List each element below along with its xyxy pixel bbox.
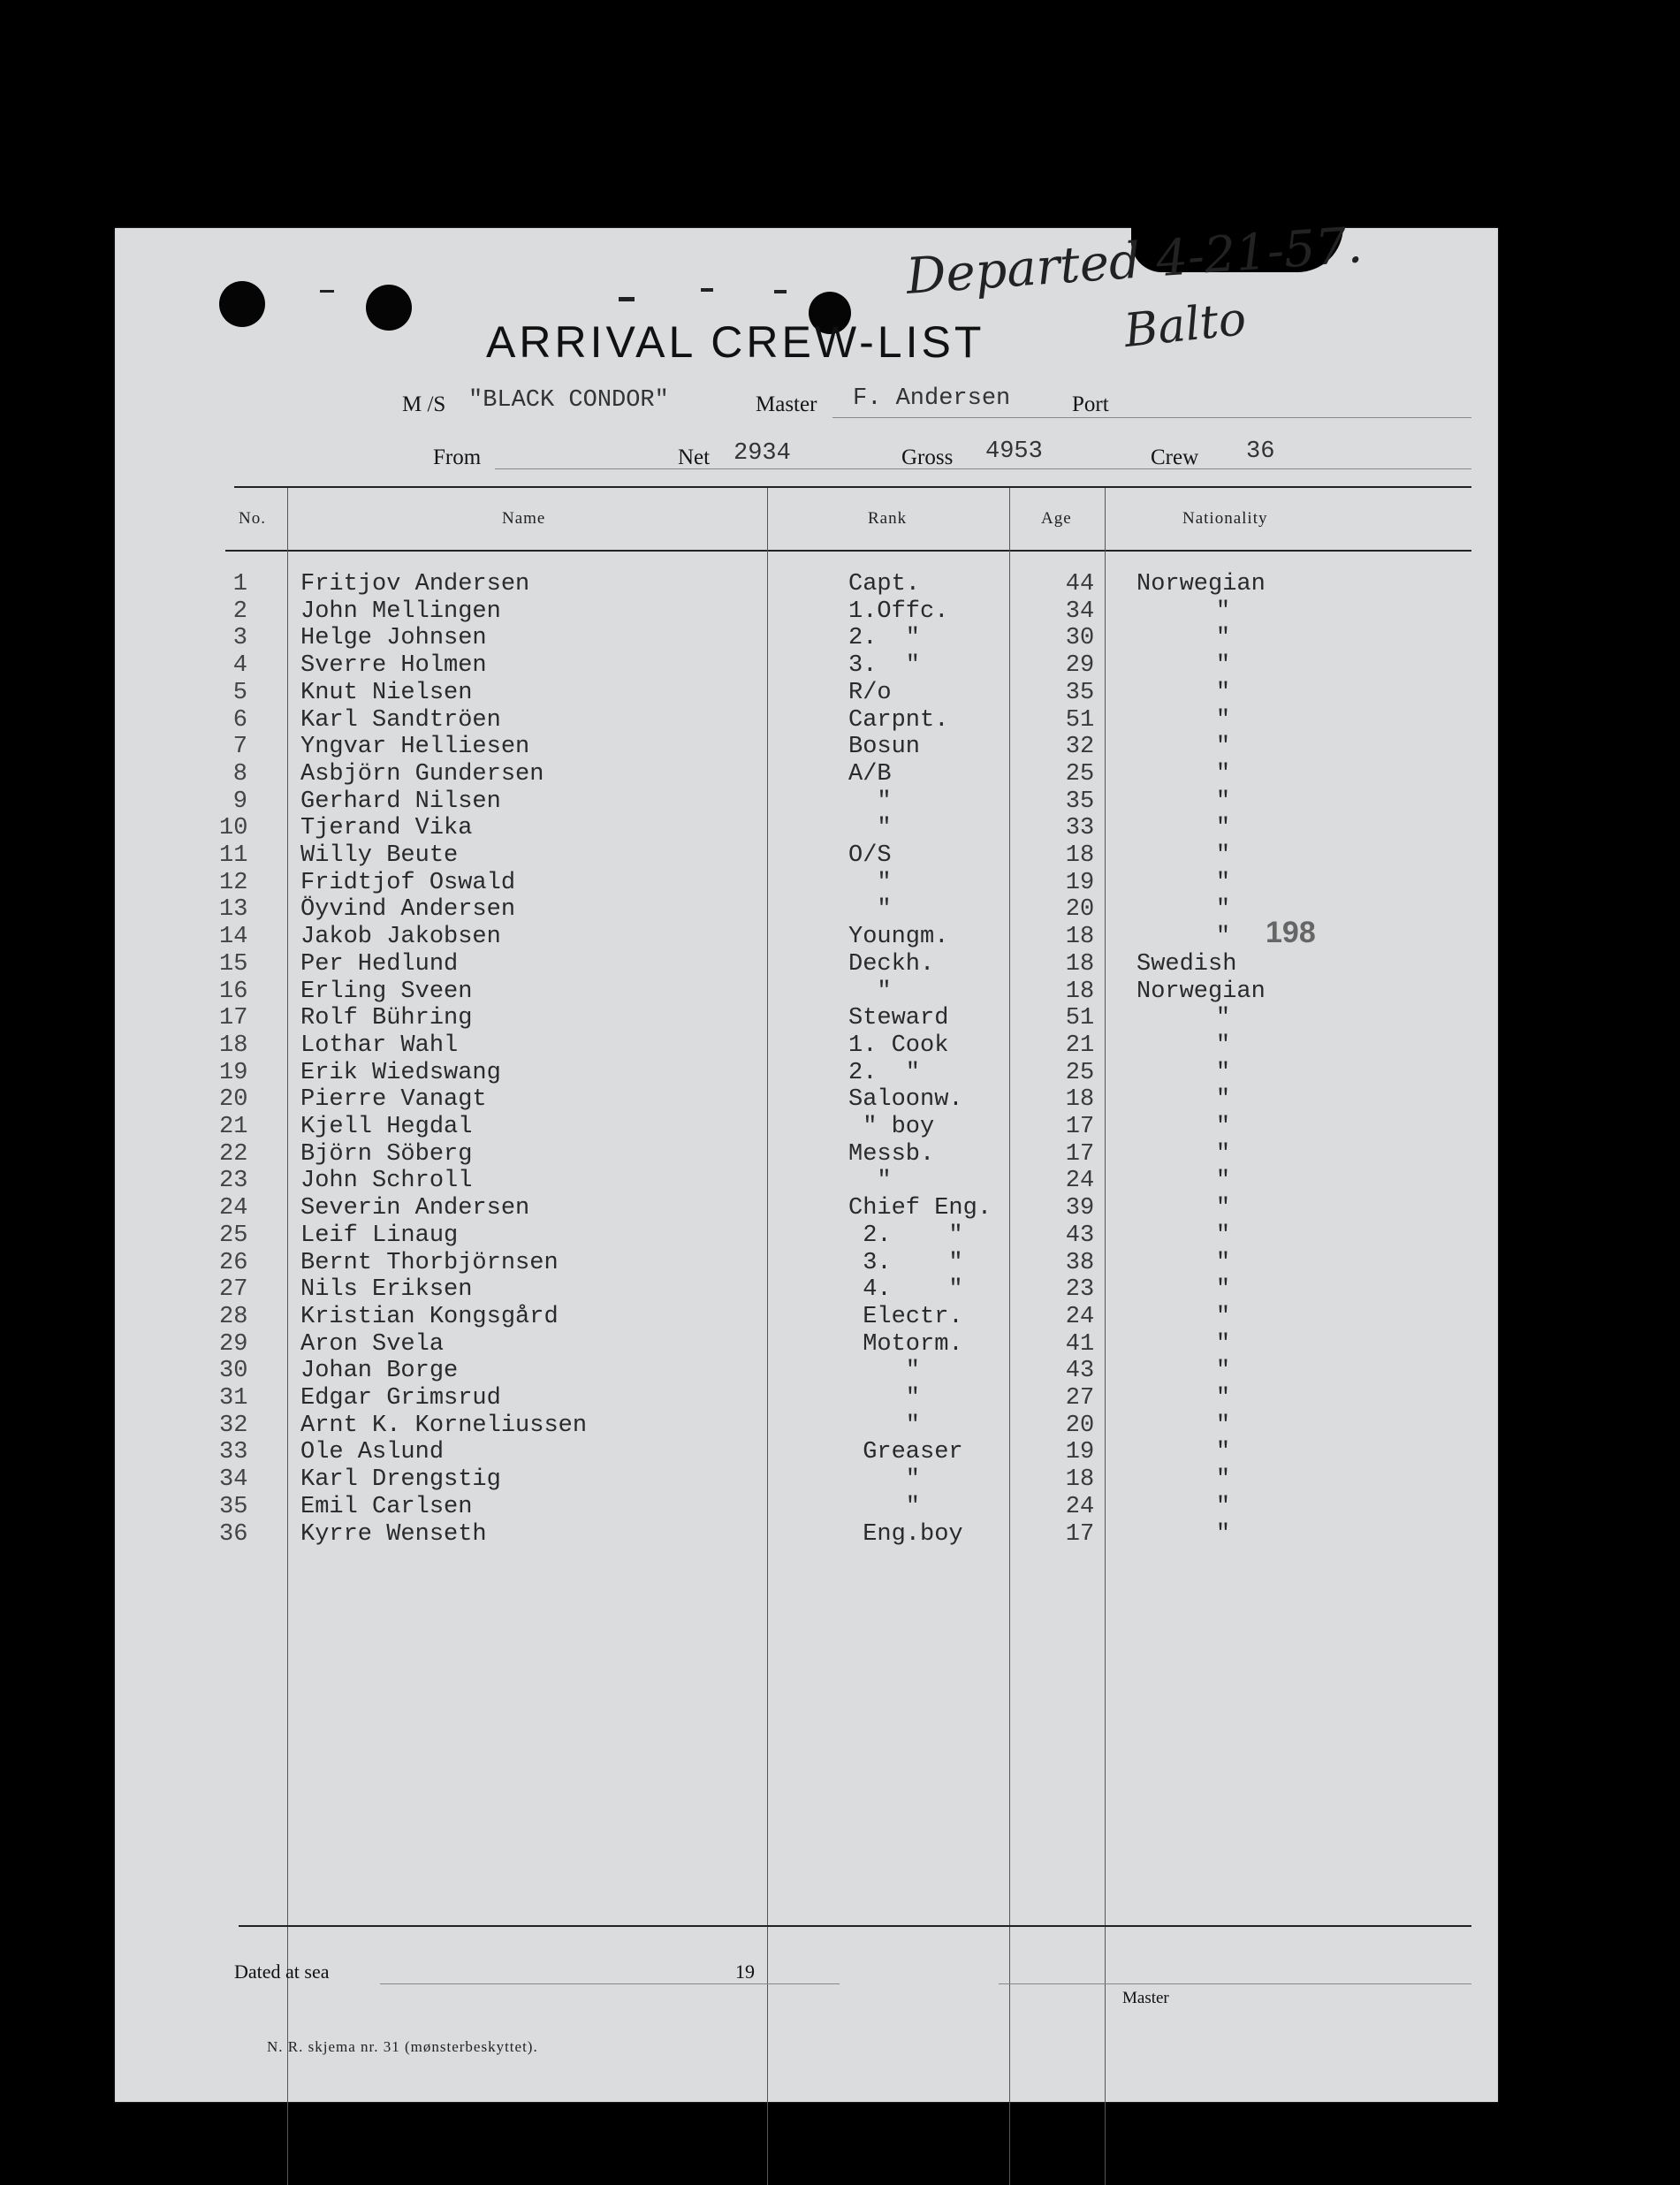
crew-age: 18 bbox=[1065, 1086, 1095, 1114]
crew-rank: 2. " bbox=[848, 1059, 921, 1086]
crew-rank: 2. " bbox=[848, 625, 921, 652]
from-label: From bbox=[433, 445, 482, 469]
crew-nationality: Swedish bbox=[1136, 950, 1237, 978]
crew-nationality: " bbox=[1215, 896, 1231, 924]
table-row bbox=[115, 707, 1498, 735]
crew-nationality: " bbox=[1215, 1276, 1231, 1304]
table-row bbox=[115, 1005, 1498, 1032]
crew-name: Ole Aslund bbox=[300, 1439, 445, 1466]
table-row bbox=[115, 1222, 1498, 1250]
crew-rank: 1.Offc. bbox=[848, 598, 949, 625]
table-row bbox=[115, 1141, 1498, 1169]
crew-name: Erling Sveen bbox=[300, 978, 473, 1005]
table-row bbox=[115, 815, 1498, 842]
crew-age: 25 bbox=[1065, 1059, 1095, 1086]
crew-no: 8 bbox=[232, 760, 247, 788]
net-value: 2934 bbox=[734, 440, 791, 467]
crew-no: 27 bbox=[219, 1276, 248, 1304]
crew-no: 33 bbox=[219, 1439, 248, 1466]
crew-rank: " bbox=[848, 1412, 921, 1439]
crew-nationality: " bbox=[1215, 1385, 1231, 1412]
crew-no: 14 bbox=[219, 924, 248, 951]
crew-name: Fritjov Andersen bbox=[300, 571, 530, 598]
crew-no: 25 bbox=[219, 1222, 248, 1249]
table-row bbox=[115, 1060, 1498, 1087]
crew-rank: R/o bbox=[848, 679, 892, 706]
crew-nationality: " bbox=[1215, 598, 1231, 625]
crew-no: 2 bbox=[232, 598, 247, 625]
crew-name: Karl Drengstig bbox=[300, 1466, 501, 1494]
crew-no: 6 bbox=[232, 706, 247, 734]
crew-rank: 3. " bbox=[848, 652, 921, 680]
crew-no: 12 bbox=[219, 869, 248, 896]
crew-no: 4 bbox=[232, 652, 247, 680]
crew-no: 26 bbox=[219, 1249, 248, 1276]
crew-name: Tjerand Vika bbox=[300, 815, 473, 842]
crew-no: 11 bbox=[219, 842, 248, 869]
crew-rank: Deckh. bbox=[848, 950, 935, 978]
crew-name: Jakob Jakobsen bbox=[300, 924, 501, 951]
crew-nationality: " bbox=[1215, 625, 1231, 652]
crew-name: Erik Wiedswang bbox=[300, 1059, 501, 1086]
crew-age: 17 bbox=[1065, 1140, 1095, 1168]
crew-age: 25 bbox=[1065, 760, 1095, 788]
crew-no: 32 bbox=[219, 1412, 248, 1439]
crew-name: Helge Johnsen bbox=[300, 625, 487, 652]
crew-label: Crew bbox=[1151, 445, 1199, 469]
master-label: Master bbox=[756, 392, 817, 416]
crew-name: Nils Eriksen bbox=[300, 1276, 473, 1304]
crew-no: 36 bbox=[219, 1520, 248, 1548]
crew-name: Asbjörn Gundersen bbox=[300, 760, 544, 788]
crew-name: Rolf Bühring bbox=[300, 1005, 473, 1032]
table-row bbox=[115, 1331, 1498, 1359]
crew-rank: " bbox=[848, 1168, 892, 1195]
crew-age: 29 bbox=[1065, 652, 1095, 680]
crew-name: Kyrre Wenseth bbox=[300, 1520, 487, 1548]
form-note: N. R. skjema nr. 31 (mønsterbeskyttet). bbox=[267, 2038, 538, 2055]
crew-nationality: " bbox=[1215, 734, 1231, 761]
punch-hole bbox=[366, 285, 412, 331]
crew-nationality: " bbox=[1215, 1249, 1231, 1276]
crew-name: Edgar Grimsrud bbox=[300, 1385, 501, 1412]
crew-no: 22 bbox=[219, 1140, 248, 1168]
col-header-nationality: Nationality bbox=[1182, 509, 1268, 528]
crew-age: 35 bbox=[1065, 679, 1095, 706]
crew-no: 18 bbox=[219, 1032, 248, 1059]
crew-rank: Bosun bbox=[848, 734, 921, 761]
gross-label: Gross bbox=[901, 445, 954, 469]
crew-name: Arnt K. Korneliussen bbox=[300, 1412, 588, 1439]
crew-name: Leif Linaug bbox=[300, 1222, 459, 1249]
crew-age: 51 bbox=[1065, 706, 1095, 734]
crew-nationality: " bbox=[1215, 1520, 1231, 1548]
crew-no: 23 bbox=[219, 1168, 248, 1195]
crew-nationality: " bbox=[1215, 760, 1231, 788]
crew-name: John Schroll bbox=[300, 1168, 473, 1195]
page-title: ARRIVAL CREW-LIST bbox=[486, 317, 985, 367]
table-row bbox=[115, 1195, 1498, 1222]
crew-no: 29 bbox=[219, 1330, 248, 1358]
crew-age: 18 bbox=[1065, 842, 1095, 869]
table-row bbox=[115, 680, 1498, 707]
net-label: Net bbox=[678, 445, 711, 469]
crew-name: Aron Svela bbox=[300, 1330, 445, 1358]
crew-nationality: " bbox=[1215, 788, 1231, 815]
crew-no: 1 bbox=[232, 571, 247, 598]
departed-handwriting: Departed 4-21-57. bbox=[904, 217, 1365, 306]
table-row bbox=[115, 1032, 1498, 1060]
table-row bbox=[115, 1276, 1498, 1304]
crew-age: 17 bbox=[1065, 1520, 1095, 1548]
table-row bbox=[115, 734, 1498, 761]
table-row bbox=[115, 978, 1498, 1006]
table-row bbox=[115, 1439, 1498, 1466]
crew-nationality: " bbox=[1215, 1439, 1231, 1466]
crew-age: 32 bbox=[1065, 734, 1095, 761]
crew-name: Sverre Holmen bbox=[300, 652, 487, 680]
table-row bbox=[115, 1521, 1498, 1549]
crew-rank: " bbox=[848, 896, 892, 924]
crew-nationality: " bbox=[1215, 706, 1231, 734]
table-row bbox=[115, 1358, 1498, 1385]
crew-rank: " bbox=[848, 815, 892, 842]
crew-no: 34 bbox=[219, 1466, 248, 1494]
crew-nationality: " bbox=[1215, 1466, 1231, 1494]
crew-nationality: " bbox=[1215, 842, 1231, 869]
crew-nationality: " bbox=[1215, 1032, 1231, 1059]
col-header-rank: Rank bbox=[868, 509, 908, 528]
crew-rank: " bbox=[848, 978, 892, 1005]
crew-rank: Motorm. bbox=[848, 1330, 963, 1358]
crew-rank: Saloonw. bbox=[848, 1086, 963, 1114]
crew-name: Lothar Wahl bbox=[300, 1032, 459, 1059]
crew-rank: 2. " bbox=[848, 1222, 963, 1249]
crew-age: 27 bbox=[1065, 1385, 1095, 1412]
crew-value: 36 bbox=[1246, 438, 1275, 465]
crew-age: 43 bbox=[1065, 1358, 1095, 1385]
table-row bbox=[115, 842, 1498, 870]
crew-rank: " bbox=[848, 869, 892, 896]
crew-nationality: " bbox=[1215, 1114, 1231, 1140]
crew-nationality: " bbox=[1215, 1493, 1231, 1520]
crew-no: 21 bbox=[219, 1114, 248, 1140]
master-signature-label: Master bbox=[1122, 1989, 1169, 2007]
crew-age: 30 bbox=[1065, 625, 1095, 652]
col-header-name: Name bbox=[502, 509, 546, 528]
table-row bbox=[115, 652, 1498, 680]
crew-name: Yngvar Helliesen bbox=[300, 734, 530, 761]
crew-age: 44 bbox=[1065, 571, 1095, 598]
table-row bbox=[115, 571, 1498, 598]
crew-no: 3 bbox=[232, 625, 247, 652]
year-prefix: 19 bbox=[735, 1960, 755, 1983]
table-row bbox=[115, 951, 1498, 978]
crew-age: 18 bbox=[1065, 924, 1095, 951]
crew-rank: Messb. bbox=[848, 1140, 935, 1168]
crew-name: Kristian Kongsgård bbox=[300, 1303, 559, 1330]
crew-age: 24 bbox=[1065, 1493, 1095, 1520]
stamp-number: 198 bbox=[1266, 916, 1316, 949]
crew-no: 35 bbox=[219, 1493, 248, 1520]
port-handwriting: Balto bbox=[1121, 292, 1249, 359]
crew-age: 18 bbox=[1065, 1466, 1095, 1494]
table-row bbox=[115, 870, 1498, 897]
crew-name: Emil Carlsen bbox=[300, 1493, 473, 1520]
table-row bbox=[115, 1086, 1498, 1114]
crew-nationality: " bbox=[1215, 1330, 1231, 1358]
crew-nationality: " bbox=[1215, 652, 1231, 680]
crew-nationality: " bbox=[1215, 1412, 1231, 1439]
crew-rank: " bbox=[848, 1493, 921, 1520]
crew-rank: 1. Cook bbox=[848, 1032, 949, 1059]
crew-nationality: " bbox=[1215, 1059, 1231, 1086]
crew-name: Björn Söberg bbox=[300, 1140, 473, 1168]
crew-nationality: " bbox=[1215, 815, 1231, 842]
table-row bbox=[115, 625, 1498, 652]
crew-no: 16 bbox=[219, 978, 248, 1005]
crew-rank: " boy bbox=[848, 1114, 935, 1140]
crew-nationality: Norwegian bbox=[1136, 978, 1266, 1005]
table-row bbox=[115, 1385, 1498, 1412]
crew-no: 13 bbox=[219, 896, 248, 924]
crew-nationality: " bbox=[1215, 1168, 1231, 1195]
table-row bbox=[115, 1114, 1498, 1141]
crew-no: 10 bbox=[219, 815, 248, 842]
crew-no: 31 bbox=[219, 1385, 248, 1412]
crew-rank: A/B bbox=[848, 760, 892, 788]
punch-hole bbox=[219, 281, 265, 327]
crew-age: 20 bbox=[1065, 1412, 1095, 1439]
crew-age: 33 bbox=[1065, 815, 1095, 842]
crew-rank: 3. " bbox=[848, 1249, 963, 1276]
crew-nationality: Norwegian bbox=[1136, 571, 1266, 598]
crew-age: 18 bbox=[1065, 950, 1095, 978]
crew-name: Per Hedlund bbox=[300, 950, 459, 978]
crew-nationality: " bbox=[1215, 1222, 1231, 1249]
crew-name: John Mellingen bbox=[300, 598, 501, 625]
crew-name: Kjell Hegdal bbox=[300, 1114, 473, 1140]
ms-label: M /S bbox=[402, 392, 446, 416]
crew-name: Bernt Thorbjörnsen bbox=[300, 1249, 559, 1276]
crew-rank: Youngm. bbox=[848, 924, 949, 951]
crew-rank: " bbox=[848, 1358, 921, 1385]
crew-no: 9 bbox=[232, 788, 247, 815]
crew-name: Pierre Vanagt bbox=[300, 1086, 487, 1114]
col-header-no: No. bbox=[239, 509, 266, 528]
crew-age: 19 bbox=[1065, 869, 1095, 896]
crew-age: 39 bbox=[1065, 1195, 1095, 1222]
crew-age: 51 bbox=[1065, 1005, 1095, 1032]
crew-name: Fridtjof Oswald bbox=[300, 869, 516, 896]
table-row bbox=[115, 1304, 1498, 1331]
crew-name: Knut Nielsen bbox=[300, 679, 473, 706]
table-row bbox=[115, 1412, 1498, 1440]
crew-nationality: " bbox=[1215, 924, 1231, 951]
crew-name: Gerhard Nilsen bbox=[300, 788, 501, 815]
crew-age: 41 bbox=[1065, 1330, 1095, 1358]
crew-name: Karl Sandtröen bbox=[300, 706, 501, 734]
crew-nationality: " bbox=[1215, 1005, 1231, 1032]
crew-age: 23 bbox=[1065, 1276, 1095, 1304]
table-row bbox=[115, 1168, 1498, 1195]
crew-no: 5 bbox=[232, 679, 247, 706]
crew-no: 19 bbox=[219, 1059, 248, 1086]
table-row bbox=[115, 761, 1498, 788]
crew-no: 24 bbox=[219, 1195, 248, 1222]
crew-nationality: " bbox=[1215, 1086, 1231, 1114]
table-row bbox=[115, 598, 1498, 626]
crew-age: 19 bbox=[1065, 1439, 1095, 1466]
gross-value: 4953 bbox=[985, 438, 1043, 465]
crew-name: Severin Andersen bbox=[300, 1195, 530, 1222]
crew-age: 20 bbox=[1065, 896, 1095, 924]
crew-no: 28 bbox=[219, 1303, 248, 1330]
crew-age: 24 bbox=[1065, 1303, 1095, 1330]
crew-age: 43 bbox=[1065, 1222, 1095, 1249]
crew-no: 15 bbox=[219, 950, 248, 978]
crew-no: 30 bbox=[219, 1358, 248, 1385]
table-row bbox=[115, 1466, 1498, 1494]
crew-age: 24 bbox=[1065, 1168, 1095, 1195]
crew-rank: Eng.boy bbox=[848, 1520, 963, 1548]
crew-name: Öyvind Andersen bbox=[300, 896, 516, 924]
table-row bbox=[115, 1250, 1498, 1277]
crew-rank: " bbox=[848, 788, 892, 815]
table-row bbox=[115, 1494, 1498, 1521]
crew-rank: 4. " bbox=[848, 1276, 963, 1304]
crew-age: 17 bbox=[1065, 1114, 1095, 1140]
crew-age: 35 bbox=[1065, 788, 1095, 815]
crew-rank: Greaser bbox=[848, 1439, 963, 1466]
crew-age: 18 bbox=[1065, 978, 1095, 1005]
col-header-age: Age bbox=[1041, 509, 1072, 528]
crew-age: 21 bbox=[1065, 1032, 1095, 1059]
crew-rank: " bbox=[848, 1385, 921, 1412]
crew-nationality: " bbox=[1215, 1195, 1231, 1222]
crew-nationality: " bbox=[1215, 869, 1231, 896]
crew-rank: Carpnt. bbox=[848, 706, 949, 734]
crew-nationality: " bbox=[1215, 1358, 1231, 1385]
crew-age: 34 bbox=[1065, 598, 1095, 625]
crew-rank: O/S bbox=[848, 842, 892, 869]
ship-name: "BLACK CONDOR" bbox=[468, 387, 669, 414]
crew-rank: Electr. bbox=[848, 1303, 963, 1330]
port-label: Port bbox=[1072, 392, 1109, 416]
crew-no: 7 bbox=[232, 734, 247, 761]
crew-nationality: " bbox=[1215, 1140, 1231, 1168]
crew-rank: " bbox=[848, 1466, 921, 1494]
crew-no: 20 bbox=[219, 1086, 248, 1114]
crew-name: Willy Beute bbox=[300, 842, 459, 869]
crew-nationality: " bbox=[1215, 1303, 1231, 1330]
crew-list-sheet bbox=[115, 217, 1498, 2102]
crew-rank: Steward bbox=[848, 1005, 949, 1032]
master-name: F. Andersen bbox=[853, 385, 1011, 412]
crew-rank: Capt. bbox=[848, 571, 921, 598]
crew-nationality: " bbox=[1215, 679, 1231, 706]
crew-no: 17 bbox=[219, 1005, 248, 1032]
crew-age: 38 bbox=[1065, 1249, 1095, 1276]
dated-at-sea-label: Dated at sea bbox=[234, 1960, 330, 1983]
crew-name: Johan Borge bbox=[300, 1358, 459, 1385]
crew-rank: Chief Eng. bbox=[848, 1195, 992, 1222]
table-row bbox=[115, 788, 1498, 816]
